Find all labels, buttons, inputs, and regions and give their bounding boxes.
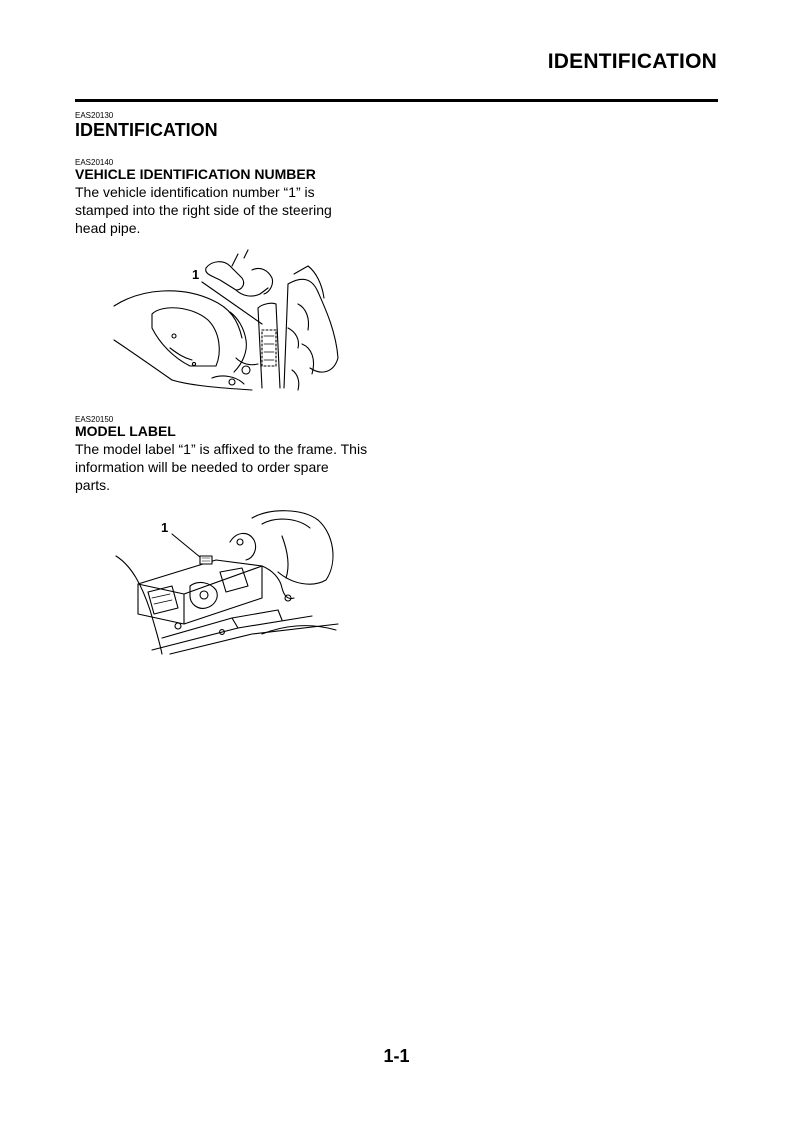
vin-paragraph	[75, 183, 380, 237]
model-label-line: The model label “1” is affixed to the frame. This	[75, 441, 368, 457]
model-label-line: information will be needed to order spare	[75, 459, 329, 475]
vin-line: The vehicle identification number “1” is	[75, 184, 315, 200]
vin-code: EAS20140	[75, 158, 114, 167]
vin-location-illustration	[112, 248, 354, 396]
running-header-title: IDENTIFICATION	[547, 50, 717, 73]
model-label-title: MODEL LABEL	[75, 423, 176, 439]
model-label-line: parts.	[75, 477, 111, 493]
vin-stamp-area	[262, 330, 276, 366]
vin-line: head pipe.	[75, 220, 141, 236]
model-label-sticker	[200, 556, 212, 564]
section-code: EAS20130	[75, 111, 114, 120]
vin-line: stamped into the right side of the steering	[75, 202, 332, 218]
model-label-paragraph	[75, 440, 380, 494]
vin-callout-number: 1	[192, 267, 200, 282]
page-number: 1-1	[383, 1046, 410, 1066]
model-label-location-illustration	[112, 506, 342, 656]
vin-title: VEHICLE IDENTIFICATION NUMBER	[75, 166, 316, 182]
section-title: IDENTIFICATION	[75, 120, 218, 140]
model-label-code: EAS20150	[75, 415, 114, 424]
header-rule	[75, 99, 718, 102]
model-label-callout-number: 1	[161, 520, 169, 535]
vin-callout-leader	[202, 282, 262, 324]
